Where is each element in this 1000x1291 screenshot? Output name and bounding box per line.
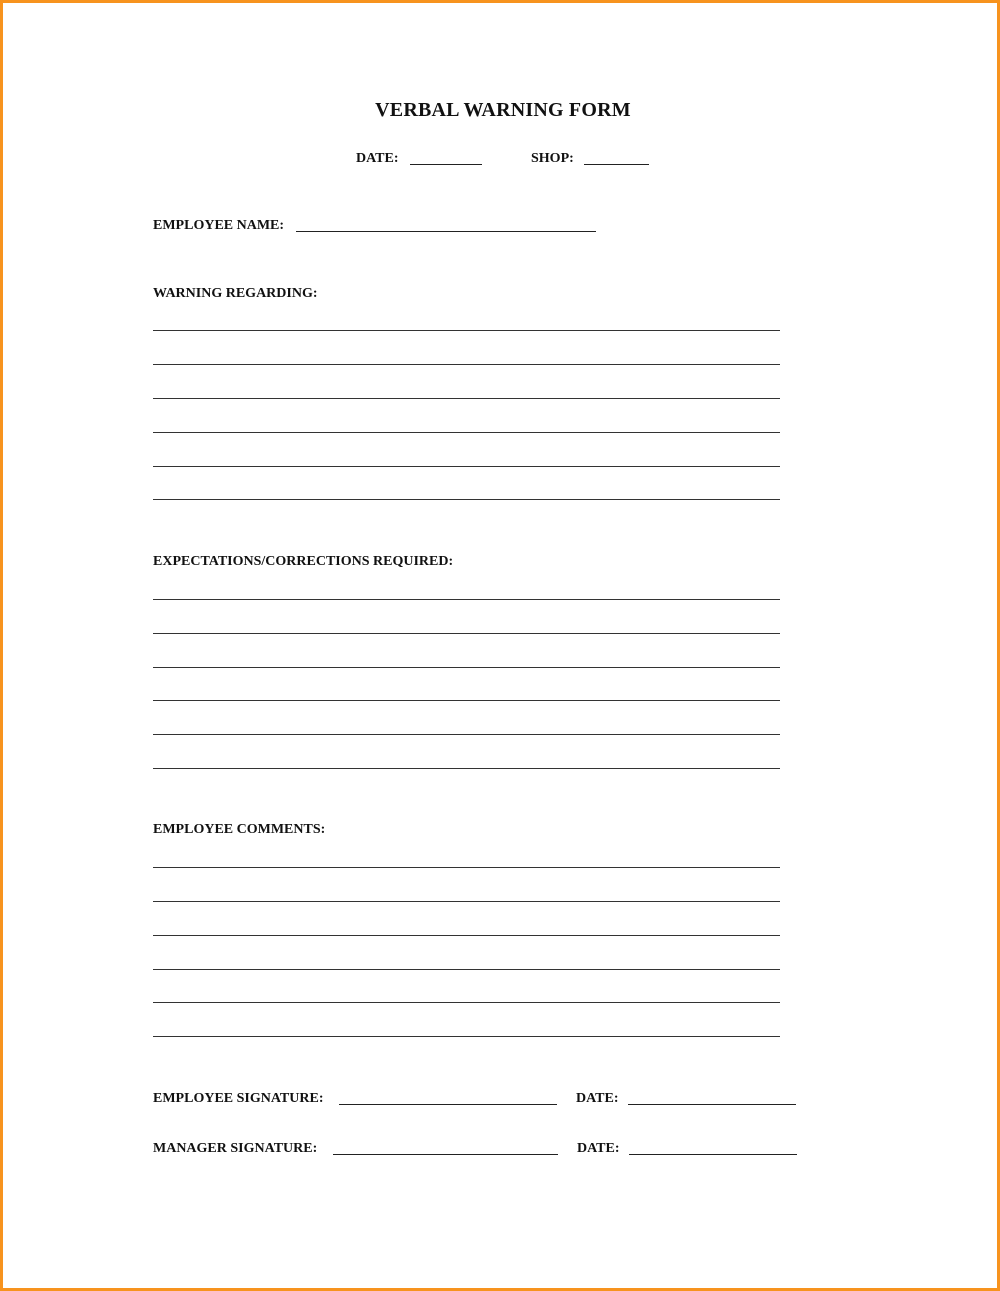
manager-signature-field[interactable] <box>333 1154 558 1155</box>
employee-signature-label: EMPLOYEE SIGNATURE: <box>153 1091 324 1106</box>
warning-line[interactable] <box>153 330 780 331</box>
manager-date-field[interactable] <box>629 1154 797 1155</box>
employee-date-label: DATE: <box>576 1091 619 1106</box>
manager-signature-label: MANAGER SIGNATURE: <box>153 1141 318 1156</box>
warning-line[interactable] <box>153 466 780 467</box>
date-field[interactable] <box>410 164 482 165</box>
employee-signature-field[interactable] <box>339 1104 557 1105</box>
comments-line[interactable] <box>153 1036 780 1037</box>
expectations-line[interactable] <box>153 599 780 600</box>
shop-label: SHOP: <box>531 151 574 166</box>
warning-line[interactable] <box>153 364 780 365</box>
manager-date-label: DATE: <box>577 1141 620 1156</box>
warning-regarding-heading: WARNING REGARDING: <box>153 286 318 301</box>
employee-name-field[interactable] <box>296 231 596 232</box>
expectations-line[interactable] <box>153 667 780 668</box>
employee-date-field[interactable] <box>628 1104 796 1105</box>
expectations-line[interactable] <box>153 633 780 634</box>
employee-name-label: EMPLOYEE NAME: <box>153 218 285 233</box>
comments-line[interactable] <box>153 935 780 936</box>
comments-line[interactable] <box>153 901 780 902</box>
form-title: VERBAL WARNING FORM <box>375 99 631 121</box>
comments-line[interactable] <box>153 969 780 970</box>
comments-line[interactable] <box>153 1002 780 1003</box>
expectations-line[interactable] <box>153 700 780 701</box>
shop-field[interactable] <box>584 164 649 165</box>
comments-line[interactable] <box>153 867 780 868</box>
warning-line[interactable] <box>153 432 780 433</box>
warning-line[interactable] <box>153 499 780 500</box>
employee-comments-heading: EMPLOYEE COMMENTS: <box>153 822 326 837</box>
expectations-heading: EXPECTATIONS/CORRECTIONS REQUIRED: <box>153 554 454 569</box>
expectations-line[interactable] <box>153 768 780 769</box>
expectations-line[interactable] <box>153 734 780 735</box>
warning-line[interactable] <box>153 398 780 399</box>
date-label: DATE: <box>356 151 399 166</box>
